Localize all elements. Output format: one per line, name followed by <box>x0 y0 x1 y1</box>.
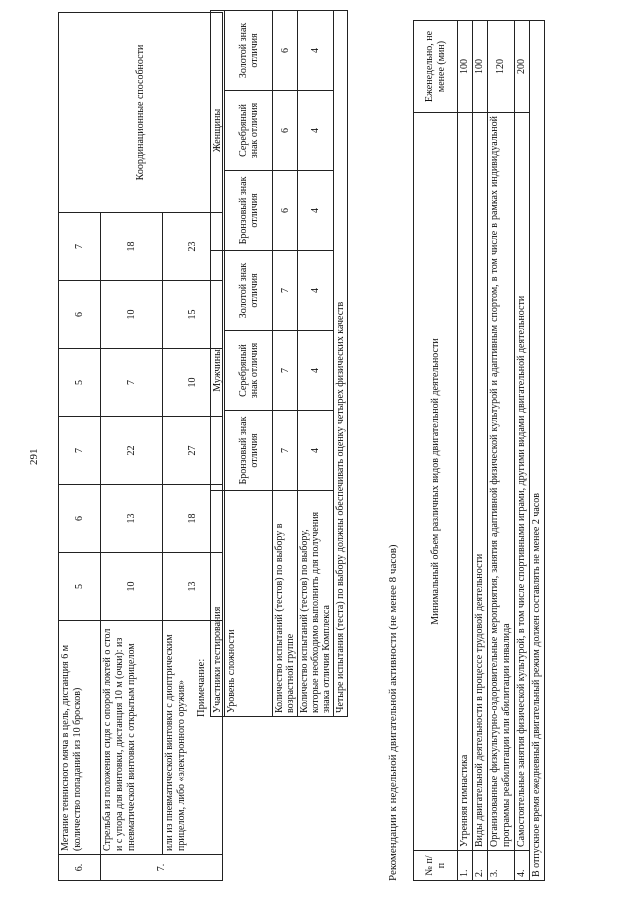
value-cell: 6 <box>273 170 298 250</box>
value-cell: 23 <box>163 213 223 281</box>
test-name: Метание теннисного мяча в цель, дистанция 6 м (количество попаданий из 10 бросков) <box>59 621 101 855</box>
table-row <box>414 21 458 881</box>
activity-name: Утренняя гимнастика <box>458 113 473 851</box>
table-row <box>298 10 334 716</box>
value-cell: 18 <box>101 213 163 281</box>
row-number: 7. <box>101 855 223 881</box>
women-header: Женщины <box>211 10 225 250</box>
value-cell: 7 <box>101 349 163 417</box>
value-cell: 22 <box>101 417 163 485</box>
minutes-value: 200 <box>515 21 530 113</box>
header-time: Еженедельно, не менее (мин) <box>414 21 458 113</box>
level-header: Золотой знак отличия <box>225 10 273 90</box>
table-row <box>225 10 273 716</box>
table-row <box>530 21 545 881</box>
table-row <box>488 21 515 881</box>
header-name: Минимальный объем различных видов двигательной деятельности <box>414 113 458 851</box>
minutes-value: 100 <box>473 21 488 113</box>
minutes-value: 100 <box>458 21 473 113</box>
level-header: Серебряный знак отличия <box>225 331 273 411</box>
value-cell: 10 <box>101 553 163 621</box>
row-label: Количество испытаний (тестов) по выбору в возрастной группе <box>273 491 298 717</box>
recommendations-table <box>413 20 545 881</box>
row-number: 6. <box>59 855 101 881</box>
row-number: 2. <box>473 851 488 881</box>
table-row <box>59 13 101 881</box>
page-number: 291 <box>28 448 40 465</box>
value-cell: 18 <box>163 485 223 553</box>
table-row <box>211 10 225 716</box>
value-cell: 5 <box>59 349 101 417</box>
value-cell: 7 <box>59 213 101 281</box>
value-cell: 7 <box>273 411 298 491</box>
activity-name: Самостоятельные занятия физической культурой, в том числе спортивными играми, другими видами двигательной деятельности <box>515 113 530 851</box>
value-cell: 5 <box>59 553 101 621</box>
minutes-value: 120 <box>488 21 515 113</box>
level-label: Уровень сложности <box>225 491 273 717</box>
value-cell: 6 <box>273 10 298 90</box>
table-row <box>334 10 348 716</box>
men-header: Мужчины <box>211 250 225 490</box>
table-row <box>515 21 530 881</box>
row-label: Количество испытаний (тестов) по выбору, которые необходимо выполнить для получения знака отличия Комплекса <box>298 491 334 717</box>
value-cell: 27 <box>163 417 223 485</box>
value-cell: 6 <box>273 90 298 170</box>
note-table <box>210 10 348 717</box>
note-heading: Примечание: <box>196 658 207 717</box>
row-label: Четыре испытания (теста) по выбору должны обеспечивать оценку четырех физических качеств <box>334 10 348 716</box>
value-cell: 4 <box>298 331 334 411</box>
level-header: Бронзовый знак отличия <box>225 411 273 491</box>
level-header: Золотой знак отличия <box>225 250 273 330</box>
value-cell: 7 <box>59 417 101 485</box>
value-cell: 10 <box>163 349 223 417</box>
value-cell: 7 <box>273 331 298 411</box>
physical-quality: Координационные способности <box>59 13 223 213</box>
footer-note: В отпускное время ежедневный двигательный режим должен составлять не менее 2 часов <box>530 21 545 881</box>
level-header: Бронзовый знак отличия <box>225 170 273 250</box>
row-number: 1. <box>458 851 473 881</box>
value-cell: 6 <box>59 281 101 349</box>
table-row <box>273 10 298 716</box>
value-cell: 6 <box>59 485 101 553</box>
level-header: Серебряный знак отличия <box>225 90 273 170</box>
activity-name: Организованные физкультурно-оздоровительные мероприятия, занятия адаптивной физической культурой и адаптивным спортом, в том числе в рамках индивидуальной программы реабилитации или абилитации инвалида <box>488 113 515 851</box>
value-cell: 7 <box>273 250 298 330</box>
value-cell: 13 <box>101 485 163 553</box>
row-number: 4. <box>515 851 530 881</box>
value-cell: 4 <box>298 170 334 250</box>
test-name: или из пневматической винтовки с диоптрическим прицелом, либо «электронного оружия» <box>163 621 223 855</box>
recommendations-title: Рекомендации к недельной двигательной активности (не менее 8 часов) <box>387 544 399 881</box>
value-cell: 10 <box>101 281 163 349</box>
value-cell: 15 <box>163 281 223 349</box>
table-row <box>458 21 473 881</box>
test-name: Стрельба из положения сидя с опорой локтей о стол и с упора для винтовки, дистанция 10 м (очки): из пневматической винтовки с открытым прицелом <box>101 621 163 855</box>
value-cell: 4 <box>298 411 334 491</box>
participants-label: Участники тестирования <box>211 491 225 717</box>
tests-table <box>58 12 223 881</box>
row-number: 3. <box>488 851 515 881</box>
value-cell: 4 <box>298 90 334 170</box>
activity-name: Виды двигательной деятельности в процессе трудовой деятельности <box>473 113 488 851</box>
value-cell: 13 <box>163 553 223 621</box>
value-cell: 4 <box>298 10 334 90</box>
header-num: № п/п <box>414 851 458 881</box>
value-cell: 4 <box>298 250 334 330</box>
table-row <box>473 21 488 881</box>
